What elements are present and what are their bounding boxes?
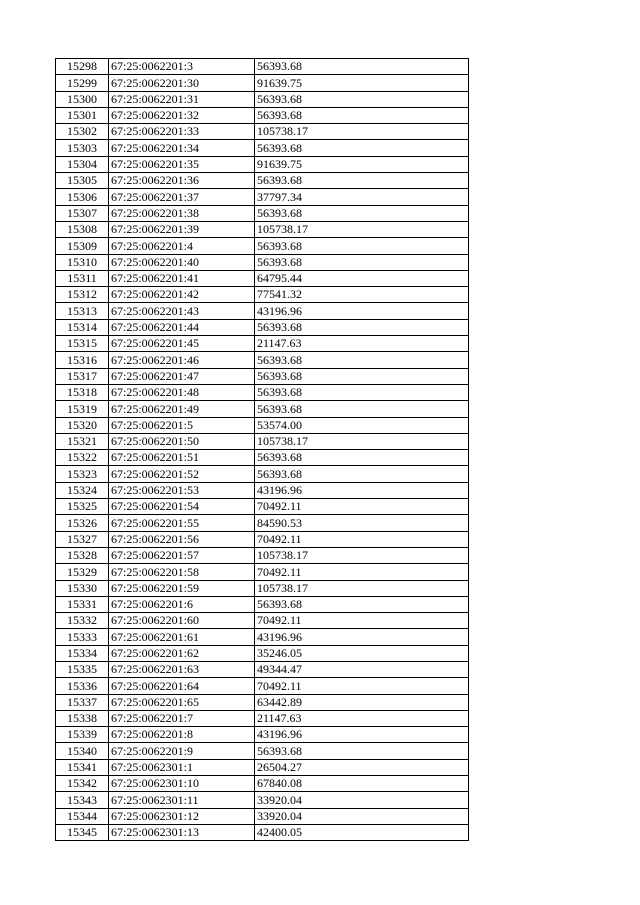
- cadastral-number-cell: 67:25:0062201:4: [109, 238, 255, 254]
- row-index-cell: 15342: [56, 776, 109, 792]
- row-index-cell: 15299: [56, 75, 109, 91]
- cadastral-number-cell: 67:25:0062201:6: [109, 596, 255, 612]
- table-row: [56, 531, 469, 547]
- cadastral-number-cell: 67:25:0062301:10: [109, 776, 255, 792]
- cadastral-number-cell: 67:25:0062201:64: [109, 678, 255, 694]
- row-index-cell: 15304: [56, 156, 109, 172]
- table-row: [56, 564, 469, 580]
- value-cell: 105738.17: [255, 433, 469, 449]
- value-cell: 63442.89: [255, 694, 469, 710]
- cadastral-number-cell: 67:25:0062201:41: [109, 270, 255, 286]
- cadastral-number-cell: 67:25:0062201:30: [109, 75, 255, 91]
- cadastral-number-cell: 67:25:0062201:31: [109, 91, 255, 107]
- value-cell: 91639.75: [255, 75, 469, 91]
- row-index-cell: 15315: [56, 336, 109, 352]
- value-cell: 56393.68: [255, 59, 469, 75]
- cadastral-number-cell: 67:25:0062301:1: [109, 759, 255, 775]
- row-index-cell: 15314: [56, 319, 109, 335]
- table-row: [56, 221, 469, 237]
- table-row: [56, 254, 469, 270]
- row-index-cell: 15301: [56, 107, 109, 123]
- table-row: [56, 759, 469, 775]
- table-row: [56, 710, 469, 726]
- table-row: [56, 352, 469, 368]
- table-row: [56, 629, 469, 645]
- cadastral-number-cell: 67:25:0062201:34: [109, 140, 255, 156]
- row-index-cell: 15307: [56, 205, 109, 221]
- cadastral-number-cell: 67:25:0062201:42: [109, 287, 255, 303]
- value-cell: 56393.68: [255, 466, 469, 482]
- row-index-cell: 15306: [56, 189, 109, 205]
- value-cell: 56393.68: [255, 743, 469, 759]
- cadastral-number-cell: 67:25:0062201:49: [109, 401, 255, 417]
- table-row: [56, 336, 469, 352]
- value-cell: 64795.44: [255, 270, 469, 286]
- cadastral-number-cell: 67:25:0062201:44: [109, 319, 255, 335]
- cadastral-number-cell: 67:25:0062201:47: [109, 368, 255, 384]
- table-row: [56, 205, 469, 221]
- cadastral-number-cell: 67:25:0062201:43: [109, 303, 255, 319]
- value-cell: 42400.05: [255, 824, 469, 840]
- table-row: [56, 824, 469, 840]
- table-row: [56, 303, 469, 319]
- value-cell: 43196.96: [255, 303, 469, 319]
- row-index-cell: 15340: [56, 743, 109, 759]
- value-cell: 37797.34: [255, 189, 469, 205]
- cadastral-number-cell: 67:25:0062201:7: [109, 710, 255, 726]
- cadastral-number-cell: 67:25:0062201:51: [109, 450, 255, 466]
- table-row: [56, 124, 469, 140]
- row-index-cell: 15335: [56, 661, 109, 677]
- value-cell: 56393.68: [255, 91, 469, 107]
- table-row: [56, 450, 469, 466]
- row-index-cell: 15311: [56, 270, 109, 286]
- row-index-cell: 15345: [56, 824, 109, 840]
- cadastral-number-cell: 67:25:0062201:58: [109, 564, 255, 580]
- table-row: [56, 645, 469, 661]
- row-index-cell: 15329: [56, 564, 109, 580]
- row-index-cell: 15333: [56, 629, 109, 645]
- value-cell: 21147.63: [255, 710, 469, 726]
- table-row: [56, 384, 469, 400]
- value-cell: 70492.11: [255, 613, 469, 629]
- value-cell: 91639.75: [255, 156, 469, 172]
- value-cell: 56393.68: [255, 401, 469, 417]
- value-cell: 43196.96: [255, 727, 469, 743]
- cadastral-number-cell: 67:25:0062201:63: [109, 661, 255, 677]
- row-index-cell: 15334: [56, 645, 109, 661]
- value-cell: 56393.68: [255, 352, 469, 368]
- value-cell: 70492.11: [255, 531, 469, 547]
- table-row: [56, 694, 469, 710]
- row-index-cell: 15330: [56, 580, 109, 596]
- table-row: [56, 75, 469, 91]
- row-index-cell: 15323: [56, 466, 109, 482]
- table-row: [56, 515, 469, 531]
- row-index-cell: 15341: [56, 759, 109, 775]
- value-cell: 105738.17: [255, 221, 469, 237]
- table-row: [56, 59, 469, 75]
- cadastral-number-cell: 67:25:0062201:40: [109, 254, 255, 270]
- row-index-cell: 15305: [56, 173, 109, 189]
- table-row: [56, 433, 469, 449]
- row-index-cell: 15303: [56, 140, 109, 156]
- cadastral-number-cell: 67:25:0062201:55: [109, 515, 255, 531]
- cadastral-number-cell: 67:25:0062201:38: [109, 205, 255, 221]
- cadastral-value-table: [55, 58, 469, 841]
- row-index-cell: 15344: [56, 808, 109, 824]
- value-cell: 105738.17: [255, 547, 469, 563]
- row-index-cell: 15331: [56, 596, 109, 612]
- row-index-cell: 15336: [56, 678, 109, 694]
- row-index-cell: 15320: [56, 417, 109, 433]
- cadastral-number-cell: 67:25:0062301:12: [109, 808, 255, 824]
- row-index-cell: 15337: [56, 694, 109, 710]
- cadastral-number-cell: 67:25:0062201:57: [109, 547, 255, 563]
- value-cell: 105738.17: [255, 580, 469, 596]
- value-cell: 53574.00: [255, 417, 469, 433]
- cadastral-number-cell: 67:25:0062201:35: [109, 156, 255, 172]
- row-index-cell: 15308: [56, 221, 109, 237]
- cadastral-number-cell: 67:25:0062301:11: [109, 792, 255, 808]
- table-row: [56, 678, 469, 694]
- cadastral-number-cell: 67:25:0062201:65: [109, 694, 255, 710]
- row-index-cell: 15318: [56, 384, 109, 400]
- row-index-cell: 15313: [56, 303, 109, 319]
- value-cell: 33920.04: [255, 792, 469, 808]
- cadastral-number-cell: 67:25:0062201:5: [109, 417, 255, 433]
- cadastral-number-cell: 67:25:0062201:54: [109, 499, 255, 515]
- row-index-cell: 15321: [56, 433, 109, 449]
- table-row: [56, 173, 469, 189]
- cadastral-number-cell: 67:25:0062201:3: [109, 59, 255, 75]
- table-row: [56, 547, 469, 563]
- table-row: [56, 368, 469, 384]
- table-row: [56, 140, 469, 156]
- cadastral-number-cell: 67:25:0062201:59: [109, 580, 255, 596]
- table-row: [56, 238, 469, 254]
- table-row: [56, 91, 469, 107]
- table-row: [56, 287, 469, 303]
- cadastral-number-cell: 67:25:0062201:50: [109, 433, 255, 449]
- cadastral-number-cell: 67:25:0062201:37: [109, 189, 255, 205]
- cadastral-number-cell: 67:25:0062201:62: [109, 645, 255, 661]
- value-cell: 33920.04: [255, 808, 469, 824]
- value-cell: 56393.68: [255, 384, 469, 400]
- cadastral-number-cell: 67:25:0062201:8: [109, 727, 255, 743]
- cadastral-number-cell: 67:25:0062201:33: [109, 124, 255, 140]
- row-index-cell: 15343: [56, 792, 109, 808]
- cadastral-number-cell: 67:25:0062201:36: [109, 173, 255, 189]
- row-index-cell: 15332: [56, 613, 109, 629]
- table-row: [56, 792, 469, 808]
- row-index-cell: 15325: [56, 499, 109, 515]
- row-index-cell: 15326: [56, 515, 109, 531]
- row-index-cell: 15339: [56, 727, 109, 743]
- value-cell: 56393.68: [255, 254, 469, 270]
- cadastral-number-cell: 67:25:0062201:48: [109, 384, 255, 400]
- row-index-cell: 15338: [56, 710, 109, 726]
- value-cell: 84590.53: [255, 515, 469, 531]
- value-cell: 56393.68: [255, 368, 469, 384]
- row-index-cell: 15312: [56, 287, 109, 303]
- cadastral-number-cell: 67:25:0062201:56: [109, 531, 255, 547]
- row-index-cell: 15310: [56, 254, 109, 270]
- value-cell: 21147.63: [255, 336, 469, 352]
- value-cell: 70492.11: [255, 499, 469, 515]
- table-row: [56, 156, 469, 172]
- value-cell: 43196.96: [255, 629, 469, 645]
- value-cell: 56393.68: [255, 596, 469, 612]
- table-row: [56, 808, 469, 824]
- cadastral-number-cell: 67:25:0062201:52: [109, 466, 255, 482]
- value-cell: 70492.11: [255, 564, 469, 580]
- cadastral-number-cell: 67:25:0062201:9: [109, 743, 255, 759]
- value-cell: 56393.68: [255, 173, 469, 189]
- cadastral-number-cell: 67:25:0062201:39: [109, 221, 255, 237]
- table-row: [56, 580, 469, 596]
- table-row: [56, 401, 469, 417]
- row-index-cell: 15328: [56, 547, 109, 563]
- cadastral-number-cell: 67:25:0062201:53: [109, 482, 255, 498]
- value-cell: 105738.17: [255, 124, 469, 140]
- cadastral-number-cell: 67:25:0062301:13: [109, 824, 255, 840]
- value-cell: 56393.68: [255, 205, 469, 221]
- cadastral-number-cell: 67:25:0062201:61: [109, 629, 255, 645]
- table-row: [56, 661, 469, 677]
- table-row: [56, 270, 469, 286]
- value-cell: 70492.11: [255, 678, 469, 694]
- value-cell: 56393.68: [255, 450, 469, 466]
- row-index-cell: 15300: [56, 91, 109, 107]
- table-body: [56, 59, 469, 841]
- table-row: [56, 107, 469, 123]
- table-row: [56, 189, 469, 205]
- value-cell: 35246.05: [255, 645, 469, 661]
- table-row: [56, 743, 469, 759]
- row-index-cell: 15302: [56, 124, 109, 140]
- cadastral-number-cell: 67:25:0062201:46: [109, 352, 255, 368]
- cadastral-number-cell: 67:25:0062201:60: [109, 613, 255, 629]
- table-row: [56, 613, 469, 629]
- table-row: [56, 319, 469, 335]
- cadastral-number-cell: 67:25:0062201:32: [109, 107, 255, 123]
- table-row: [56, 417, 469, 433]
- value-cell: 56393.68: [255, 140, 469, 156]
- value-cell: 56393.68: [255, 107, 469, 123]
- value-cell: 56393.68: [255, 319, 469, 335]
- row-index-cell: 15298: [56, 59, 109, 75]
- table-row: [56, 727, 469, 743]
- cadastral-number-cell: 67:25:0062201:45: [109, 336, 255, 352]
- table-row: [56, 466, 469, 482]
- table-row: [56, 499, 469, 515]
- value-cell: 49344.47: [255, 661, 469, 677]
- table-row: [56, 482, 469, 498]
- row-index-cell: 15327: [56, 531, 109, 547]
- row-index-cell: 15317: [56, 368, 109, 384]
- table-row: [56, 776, 469, 792]
- value-cell: 43196.96: [255, 482, 469, 498]
- row-index-cell: 15309: [56, 238, 109, 254]
- value-cell: 26504.27: [255, 759, 469, 775]
- row-index-cell: 15316: [56, 352, 109, 368]
- row-index-cell: 15324: [56, 482, 109, 498]
- row-index-cell: 15322: [56, 450, 109, 466]
- value-cell: 56393.68: [255, 238, 469, 254]
- value-cell: 77541.32: [255, 287, 469, 303]
- table-row: [56, 596, 469, 612]
- row-index-cell: 15319: [56, 401, 109, 417]
- value-cell: 67840.08: [255, 776, 469, 792]
